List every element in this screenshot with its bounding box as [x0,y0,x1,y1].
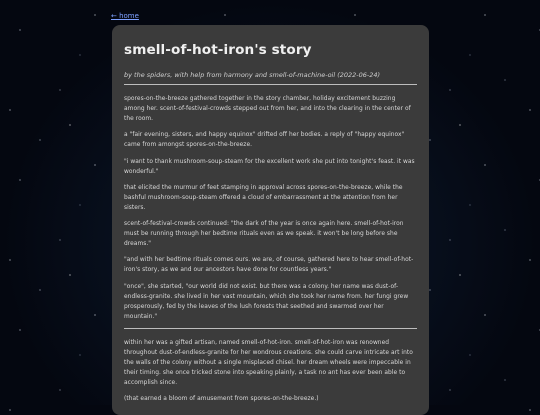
section-divider [124,328,417,329]
story-paragraph: "i want to thank mushroom-soup-steam for the excellent work she put into tonight's feast. it was wonderful." [124,158,415,175]
story-body-part1 [124,94,417,322]
title-divider [124,84,417,85]
story-paragraph: (that earned a bloom of amusement from spores-on-the-breeze.) [124,396,319,403]
story-paragraph: "and with her bedtime rituals comes ours. we are, of course, gathered here to hear smell-of-hot-iron's story, as we and our ancestors have done for countless years." [124,257,414,274]
story-paragraph: scent-of-festival-crowds continued: "the dark of the year is once again here. smell-of-hot-iron must be running through her bedtime rituals even as we speak. it won't be long before she dreams." [124,221,404,248]
story-paragraph: "once", she started, "our world did not exist. but there was a colony. her name was dust-of-endless-granite. she lived in her vast mountain, which she took her name from. her fungi grew prosperously, fed by the leaves of the lush forests that seethed and swarmed over her mountain." [124,283,409,320]
story-paragraph: a "fair evening, sisters, and happy equinox" drifted off her bodies. a reply of "happy equinox" came from amongst spores-on-the-breeze. [124,132,405,149]
story-byline: by the spiders, with help from harmony and smell-of-machine-oil (2022-06-24) [124,71,381,79]
story-title: smell-of-hot-iron's story [124,42,312,58]
story-paragraph: spores-on-the-breeze gathered together in the story chamber, holiday excitement buzzing among her. scent-of-festival-crowds stepped out from her, and into the clearing in the center of the room. [124,96,411,122]
story-paragraph: that elicited the murmur of feet stamping in approval across spores-on-the-breeze, while the bashful mushroom-soup-steam offered a cloud of embarrassment at the attention from her sisters. [124,184,403,211]
home-link[interactable]: ← home [111,12,139,20]
story-body-part2 [124,338,417,404]
story-card [112,25,429,415]
story-paragraph: within her was a gifted artisan, named smell-of-hot-iron. smell-of-hot-iron was renowned throughout dust-of-endless-granite for her wondrous creations. she could carve intricate art into the walls of the colony without a single misplaced chisel. her dream wheels were impeccable in their timing. she once tricked stone into speaking plainly, a task no ant has ever been able to accomplish since. [124,340,413,387]
